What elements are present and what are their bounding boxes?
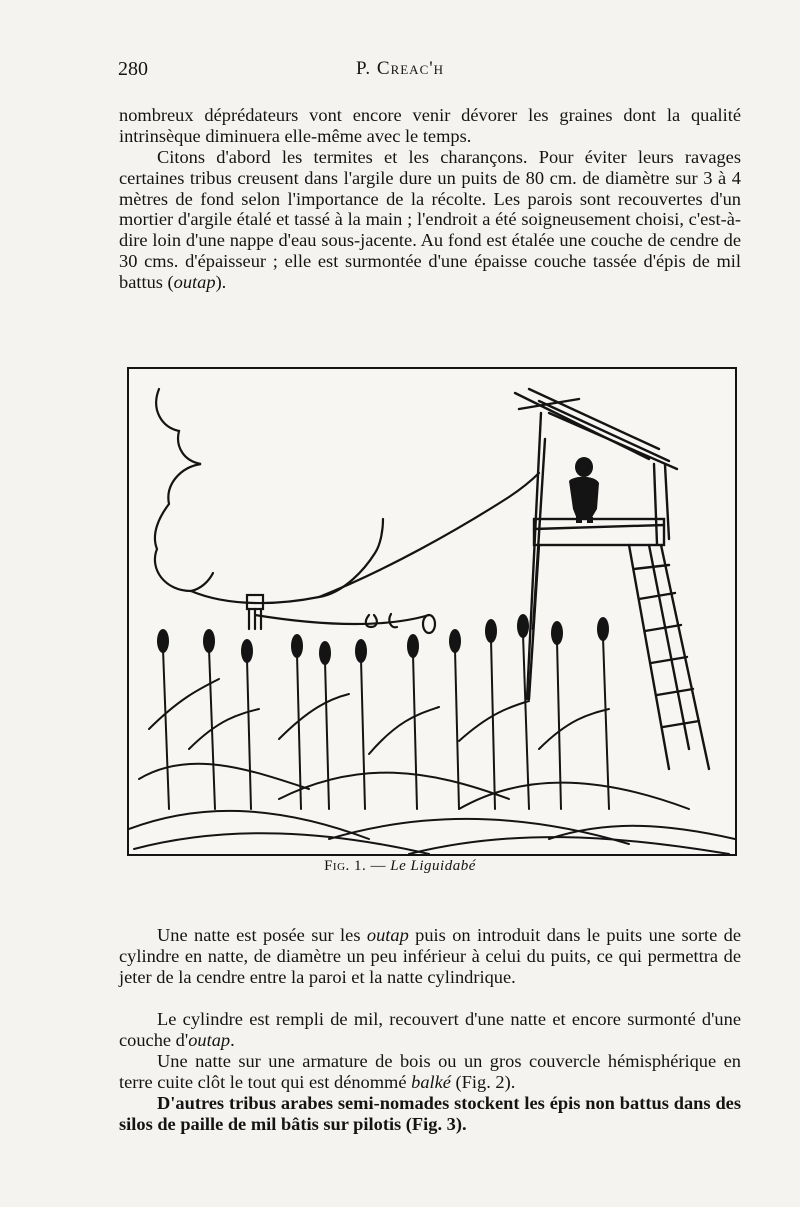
clothesline bbox=[255, 615, 429, 624]
term-outap-2: outap bbox=[366, 925, 409, 945]
paragraph-cylindre-text: Le cylindre est rempli de mil, recouvert d'une natte et encore surmonté d'une couche d' bbox=[119, 1009, 741, 1050]
caption-title: Le Liguidabé bbox=[390, 858, 476, 874]
paragraph-natte-rest: puis on introduit dans le puits une sorte de cylindre en natte, de diamètre un peu inférieur à celui du puits, ce qui permettra de jeter de la cendre entre la paroi et la natte cylindrique. bbox=[119, 925, 741, 987]
speech-balloon bbox=[155, 389, 383, 603]
term-balke: balké bbox=[411, 1071, 451, 1092]
figure-liguidabe bbox=[127, 367, 737, 856]
paragraph-balke-text: Une natte sur une armature de bois ou un gros couvercle hémisphérique en terre cuite clôt le tout qui est dénommé bbox=[119, 1051, 741, 1092]
paragraph-termites-end: ). bbox=[215, 271, 227, 292]
caption-label: Fig. 1. — bbox=[324, 858, 391, 874]
speech-line bbox=[319, 473, 539, 597]
millet-heads bbox=[157, 614, 609, 665]
paragraph-continued: nombreux déprédateurs vont encore venir dévorer les graines dont la qualité intrinsèque diminuera elle-même avec le temps. bbox=[119, 105, 741, 146]
paragraph-termites-text: Citons d'abord les termites et les charançons. Pour éviter leurs ravages certaines tribus creusent dans l'argile dure un puits de 80 cm. de diamètre sur 3 à 4 mètres de fond selon l'importance de la récolte. Les parois sont recouvertes d'un mortier d'argile étalé et tassé à la main ; l'endroit a été soigneusement choisi, c'est-à-dire loin d'une nappe d'eau sous-jacente. Au fond est étalée une couche de cendre de 30 cms. d'épaisseur ; elle est surmontée d'une épaisse couche tassée d'épis de mil battus ( bbox=[119, 147, 741, 292]
paragraph-cylindre bbox=[119, 1009, 741, 1051]
term-outap: outap bbox=[173, 271, 216, 292]
figure-caption bbox=[0, 858, 800, 875]
paragraph-silos: D'autres tribus arabes semi-nomades stockent les épis non battus dans des silos de paille de mil bâtis sur pilotis (Fig. 3). bbox=[119, 1093, 741, 1134]
paragraph-balke-end: (Fig. 2). bbox=[450, 1071, 516, 1092]
term-outap-3: outap bbox=[188, 1029, 231, 1050]
liguidabe-illustration bbox=[129, 369, 735, 854]
paragraph-natte-text: Une natte est posée sur les bbox=[157, 925, 367, 945]
millet-field bbox=[129, 634, 735, 854]
running-head bbox=[0, 58, 800, 80]
paragraph-cylindre-end: . bbox=[230, 1029, 235, 1050]
author-name: P. Creac'h bbox=[355, 58, 445, 79]
paragraph-balke bbox=[119, 1051, 741, 1093]
paragraph-termites bbox=[119, 147, 741, 293]
watchtower bbox=[515, 389, 709, 769]
watchman-figure bbox=[569, 457, 599, 523]
page-number: 280 bbox=[118, 58, 148, 80]
paragraph-natte bbox=[119, 925, 741, 987]
